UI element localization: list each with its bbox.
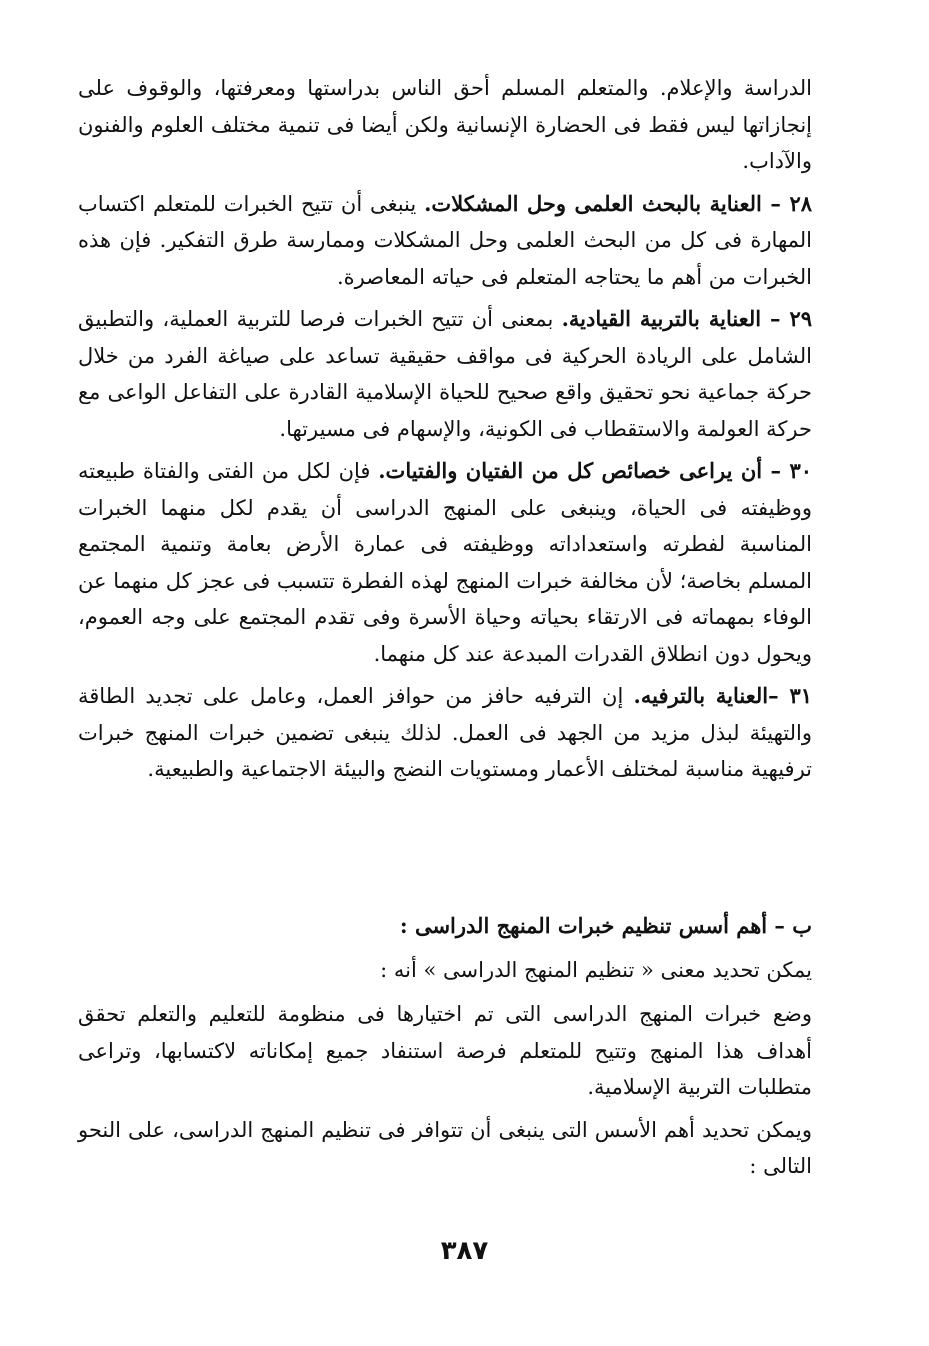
definition-paragraph: وضع خبرات المنهج الدراسى التى تم اختيارها فى منظومة للتعليم والتعلم تحقق أهداف هذا المنهج وتتيح للمتعلم فرصة استنفاد جميع إمكاناته لاكتسابها، وتراعى متطلبات التربية الإسلامية. [78, 1002, 812, 1099]
paragraph-text: بمعنى أن تتيح الخبرات فرصا للتربية العملية، والتطبيق الشامل على الريادة الحركية فى مواقف حقيقية تساعد على صياغة الفرد من خلال حركة جماعية نحو تحقيق واقع صحيح للحياة الإسلامية القادرة على التفاعل الواعى مع حركة العولمة والاستقطاب فى الكونية، والإسهام فى مسيرتها. [78, 307, 812, 441]
item-heading: ٢٨ – العناية بالبحث العلمى وحل المشكلات. [424, 190, 812, 216]
page-number: ٣٨٧ [440, 1236, 489, 1266]
paragraph-text: إن الترفيه حافز من حوافز العمل، وعامل على تجديد الطاقة والتهيئة لبذل مزيد من الجهد فى العمل. لذلك ينبغى تضمين خبرات المنهج خبرات ترفيهية مناسبة لمختلف الأعمار ومستويات النضج والبيئة الاجتماعية والطبيعية. [78, 684, 812, 781]
transition-paragraph: ويمكن تحديد أهم الأسس التى ينبغى أن تتوافر فى تنظيم المنهج الدراسى، على النحو التالى : [78, 1117, 812, 1178]
paragraph-item-30 [78, 453, 812, 672]
paragraph-item-31 [78, 678, 812, 788]
section-text-block [78, 996, 812, 1191]
item-heading: ٣١ –العناية بالترفيه. [633, 683, 812, 708]
paragraph-text: الدراسة والإعلام. والمتعلم المسلم أحق الناس بدراستها ومعرفتها، والوقوف على إنجازاتها ليس فقط فى الحضارة الإنسانية ولكن أيضا فى تنمية مختلف العلوم والفنون والآداب. [78, 76, 812, 173]
paragraph-text: ينبغى أن تتيح الخبرات للمتعلم اكتساب المهارة فى كل من البحث العلمى وحل المشكلات وممارسة طرق التفكير. فإن هذه الخبرات من أهم ما يحتاجه المتعلم فى حياته المعاصرة. [78, 191, 812, 289]
item-heading: ٣٠ – أن يراعى خصائص كل من الفتيان والفتيات. [378, 458, 812, 483]
item-heading: ٢٩ – العناية بالتربية القيادية. [561, 306, 812, 331]
section-heading: ب – أهم أسس تنظيم خبرات المنهج الدراسى : [399, 913, 812, 938]
main-text-block [78, 70, 812, 794]
section-intro: يمكن تحديد معنى « تنظيم المنهج الدراسى » أنه : [380, 958, 812, 982]
paragraph-item-29 [78, 301, 812, 447]
paragraph-item-28 [78, 186, 812, 296]
paragraph-text: فإن لكل من الفتى والفتاة طبيعته ووظيفته فى الحياة، وينبغى على المنهج الدراسى أن يقدم لكل منهما الخبرات المناسبة لفطرته واستعداداته ووظيفته فى عمارة الأرض بعامة وتنمية المجتمع المسلم بخاصة؛ لأن مخالفة خبرات المنهج لهذه الفطرة تتسبب فى عجز كل منهما عن الوفاء بمهماته فى الارتقاء بحياته وحياة الأسرة وفى تقدم المجتمع على وجه العموم، ويحول دون انطلاق القدرات المبدعة عند كل منهما. [78, 459, 812, 666]
paragraph-continuation [78, 70, 812, 180]
